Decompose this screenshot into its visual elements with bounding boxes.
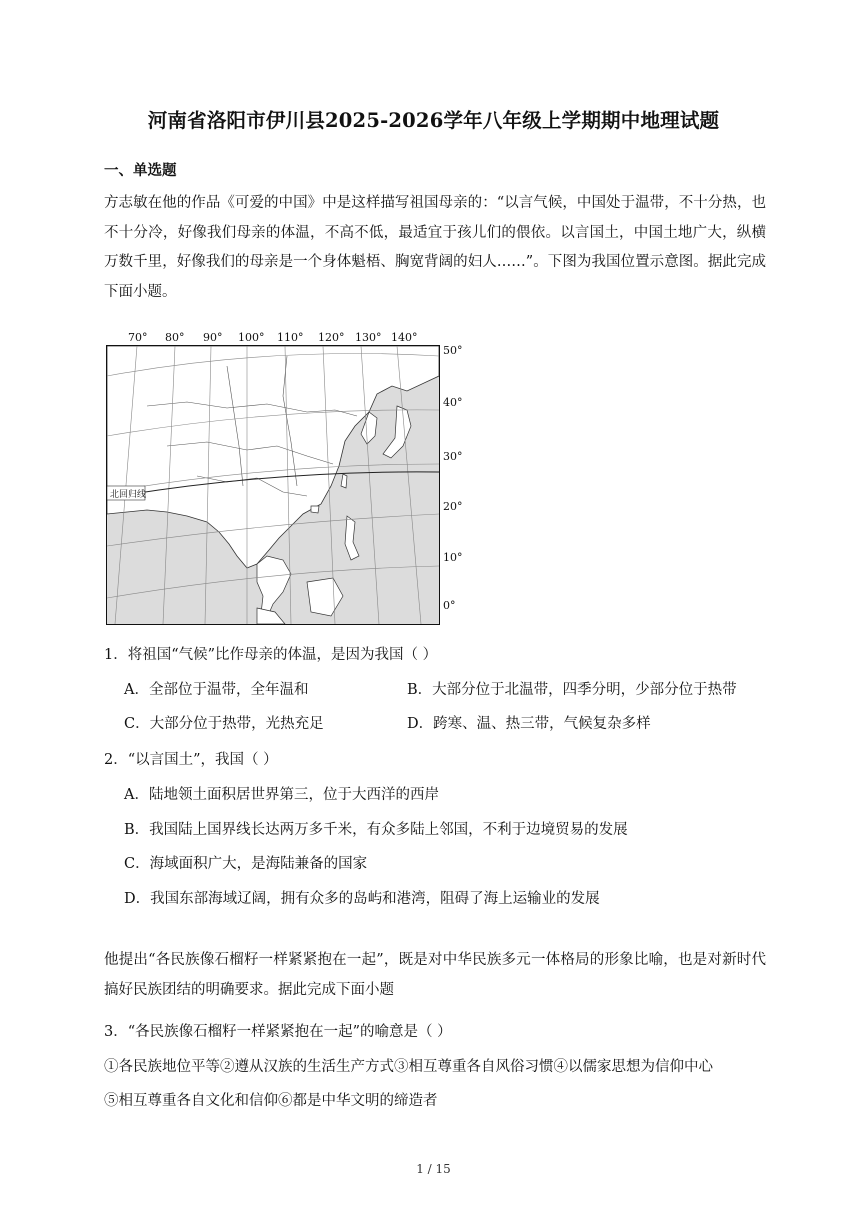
- intro-paragraph: 方志敏在他的作品《可爱的中国》中是这样描写祖国母亲的：“以言气候，中国处于温带，不十分热，也不十分冷，好像我们母亲的体温，不高不低，最适宜于孩儿们的偎依。以言国土，中国土地广大，纵横万数千里，好像我们的母亲是一个身体魁梧、胸宽背阔的妇人……”。下图为我国位置示意图。据此完成下面小题。: [104, 195, 766, 300]
- q2-option-a[interactable]: A．陆地领土面积居世界第三，位于大西洋的西岸: [124, 787, 439, 803]
- q1-option-c[interactable]: C．大部分位于热带，光热充足: [124, 716, 324, 732]
- lat-label: 50°: [443, 344, 463, 357]
- lon-label: 110°: [277, 331, 304, 344]
- lat-label: 40°: [443, 396, 463, 409]
- q1-stem: 1．将祖国“气候”比作母亲的体温，是因为我国（ ）: [104, 647, 438, 663]
- lat-label: 30°: [443, 450, 463, 463]
- lon-label: 80°: [165, 331, 185, 344]
- lat-label: 10°: [443, 551, 463, 564]
- section-heading: 一、单选题: [104, 162, 177, 179]
- page-number: 1 / 15: [416, 1162, 451, 1176]
- q1-option-d[interactable]: D．跨寒、温、热三带，气候复杂多样: [407, 716, 651, 732]
- q2-option-d[interactable]: D．我国东部海域辽阔，拥有众多的岛屿和港湾，阻碍了海上运输业的发展: [124, 891, 600, 907]
- lon-label: 130°: [355, 331, 382, 344]
- lat-label: 0°: [443, 599, 456, 612]
- q2-stem: 2．“以言国土”，我国（ ）: [104, 752, 278, 768]
- q3-statements-line2: ⑤相互尊重各自文化和信仰⑥都是中华文明的缔造者: [104, 1093, 438, 1109]
- tropic-label: 北回归线: [110, 490, 147, 500]
- q3-statements-line1: ①各民族地位平等②遵从汉族的生活生产方式③相互尊重各自风俗习惯④以儒家思想为信仰中心: [104, 1059, 713, 1075]
- lon-label: 90°: [203, 331, 223, 344]
- lon-label: 100°: [238, 331, 265, 344]
- q1-option-a[interactable]: A．全部位于温带，全年温和: [124, 682, 309, 698]
- page-title: 河南省洛阳市伊川县2025-2026学年八年级上学期期中地理试题: [147, 109, 720, 132]
- lat-label: 20°: [443, 500, 463, 513]
- q2-option-b[interactable]: B．我国陆上国界线长达两万多千米，有众多陆上邻国，不利于边境贸易的发展: [124, 822, 628, 838]
- q3-stem: 3．“各民族像石榴籽一样紧紧抱在一起”的喻意是（ ）: [104, 1024, 452, 1040]
- intro2-paragraph: 他提出“各民族像石榴籽一样紧紧抱在一起”，既是对中华民族多元一体格局的形象比喻，也是对新时代搞好民族团结的明确要求。据此完成下面小题: [104, 952, 766, 998]
- lon-label: 140°: [391, 331, 418, 344]
- q1-option-b[interactable]: B．大部分位于北温带，四季分明，少部分位于热带: [407, 682, 737, 698]
- q2-option-c[interactable]: C．海域面积广大，是海陆兼备的国家: [124, 856, 368, 872]
- map-frame: [106, 345, 440, 625]
- lon-label: 120°: [318, 331, 345, 344]
- lon-label: 70°: [128, 331, 148, 344]
- map-drawing: [107, 346, 439, 624]
